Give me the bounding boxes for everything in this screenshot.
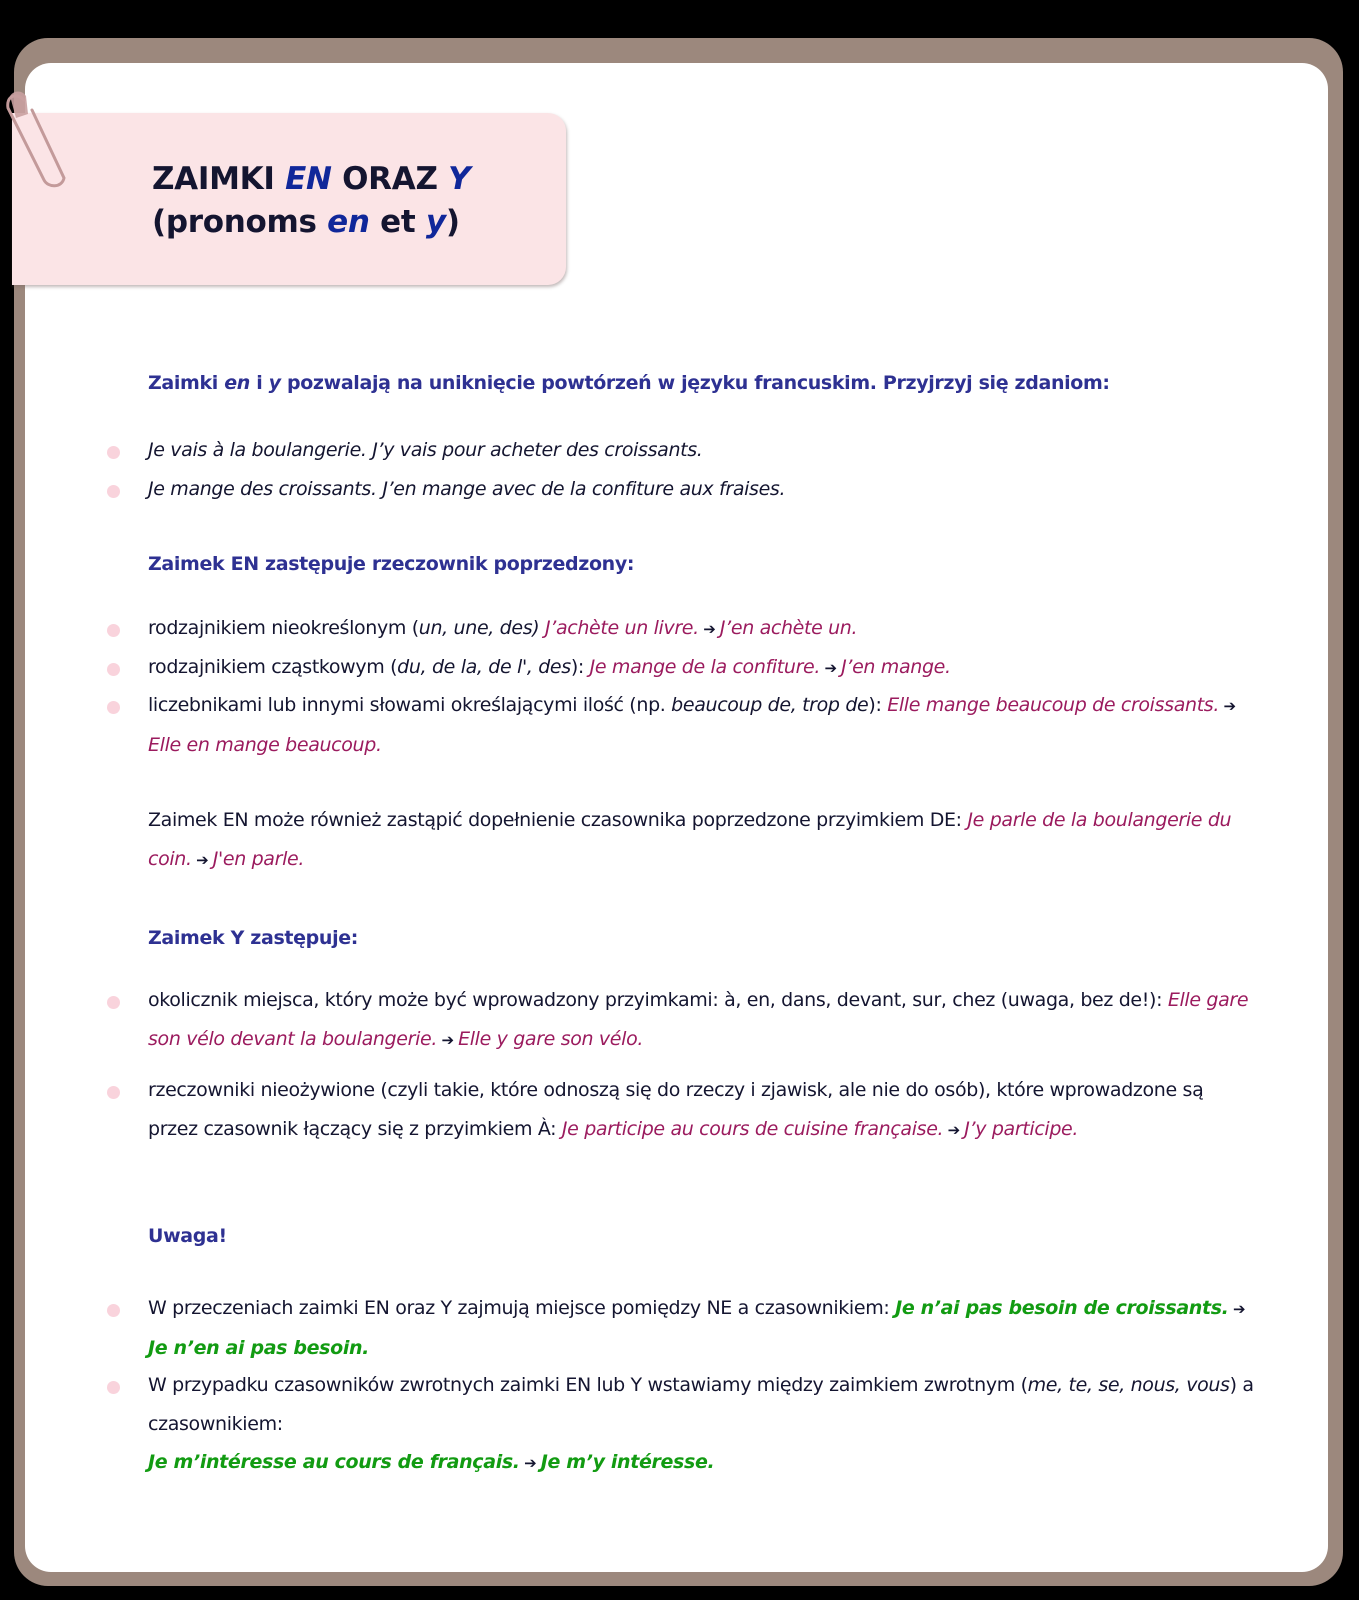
text-run: et: [369, 204, 426, 240]
example-text: J’achète un livre.: [545, 617, 699, 639]
paragraph-text: [148, 470, 1258, 509]
text-run: ):: [868, 694, 888, 716]
text-run: W przeczeniach zaimki EN oraz Y zajmują miejsce pomiędzy NE a czasownikiem:: [148, 1297, 896, 1319]
highlight-text: y: [425, 204, 446, 240]
text-run: ) a czasownikiem:: [148, 1374, 1254, 1435]
italic-text: beaucoup de, trop de: [671, 694, 869, 716]
paragraph-text: [148, 1289, 1258, 1367]
example-text: Elle en mange beaucoup.: [148, 733, 382, 756]
example-text: Elle mange beaucoup de croissants.: [887, 694, 1220, 716]
bullet-icon: [107, 624, 120, 637]
paragraph-text: [148, 609, 1258, 649]
subtitle-line: [152, 201, 470, 244]
text-run: Zaimki: [148, 372, 225, 394]
arrow-icon: ➔: [519, 1454, 541, 1472]
text-run: (pronoms: [152, 204, 328, 240]
example-text: J'en parle.: [212, 847, 305, 870]
example-text: Je mange de la confiture.: [589, 656, 821, 678]
example-text: J’en achète un.: [719, 617, 858, 639]
section-heading: [148, 919, 1258, 958]
section-heading: [148, 1217, 1258, 1256]
paperclip-icon: [4, 88, 74, 192]
text-run: rodzajnikiem nieokreślonym (: [148, 617, 419, 639]
text-run: okolicznik miejsca, który może być wprowadzony przyimkami: à, en, dans, devant, sur, chez (uwaga, bez de!):: [148, 989, 1168, 1011]
paragraph-text: [148, 686, 1258, 764]
paragraph-text: [148, 1217, 1258, 1256]
text-run: Zaimek EN zastępuje rzeczownik poprzedzony:: [148, 553, 635, 575]
example-text: Je n’en ai pas besoin.: [148, 1336, 370, 1359]
bullet-icon: [107, 663, 120, 676]
example-text: Je m’intéresse au cours de français.: [148, 1451, 520, 1473]
text-run: i: [249, 372, 269, 394]
arrow-icon: ➔: [1228, 1300, 1246, 1318]
italic-text: Je mange des croissants. J’en mange avec de la confiture aux fraises.: [148, 478, 786, 500]
arrow-icon: ➔: [698, 620, 720, 638]
bullet-icon: [107, 485, 120, 498]
text-run: ):: [570, 656, 590, 678]
text-run: ORAZ: [331, 161, 449, 197]
italic-text: un, une, des): [418, 617, 540, 639]
highlight-text: EN: [285, 161, 332, 197]
text-run: rzeczowniki nieożywione (czyli takie, które odnoszą się do rzeczy i zjawisk, ale nie do osób), które wprowadzone są przez czasownik łączący się z przyimkiem À:: [148, 1079, 1204, 1140]
list-item: [148, 648, 1258, 688]
example-text: Elle y gare son vélo.: [458, 1027, 644, 1050]
italic-text: en: [224, 372, 250, 394]
paragraph-text: [148, 919, 1258, 958]
bullet-icon: [107, 996, 120, 1009]
bullet-icon: [107, 1304, 120, 1317]
list-item: [148, 1289, 1258, 1367]
paragraph-text: [148, 431, 1258, 470]
title-line: [152, 158, 470, 201]
example-text: J’en mange.: [841, 656, 951, 678]
text-run: ZAIMKI: [152, 161, 286, 197]
text-run: ): [445, 204, 460, 240]
example-text: Je parle de la boulangerie du coin.: [148, 809, 1232, 870]
text-run: Zaimek Y zastępuje:: [148, 927, 359, 949]
bullet-icon: [107, 701, 120, 714]
text-run: W przypadku czasowników zwrotnych zaimki EN lub Y wstawiamy między zaimkiem zwrotnym (: [148, 1374, 1028, 1396]
paragraph-text: [148, 1071, 1258, 1149]
list-item: [148, 1366, 1258, 1483]
paragraph-text: [148, 981, 1258, 1059]
example-text: Je m’y intéresse.: [540, 1451, 715, 1473]
arrow-icon: ➔: [943, 1120, 965, 1139]
example-text: Je participe au cours de cuisine française.: [561, 1117, 944, 1140]
italic-text: me, te, se, nous, vous: [1027, 1374, 1230, 1396]
list-item: [148, 470, 1258, 509]
text-run: liczebnikami lub innymi słowami określającymi ilość (np.: [148, 694, 672, 716]
arrow-icon: ➔: [191, 850, 213, 869]
section-heading: [148, 545, 1258, 584]
text-run: Uwaga!: [148, 1225, 227, 1247]
example-text: Je n’ai pas besoin de croissants.: [895, 1297, 1229, 1319]
arrow-icon: ➔: [1219, 697, 1236, 715]
list-item: [148, 981, 1258, 1059]
text-run: Zaimek EN może również zastąpić dopełnienie czasownika poprzedzone przyimkiem DE:: [148, 809, 968, 831]
highlight-text: en: [327, 204, 370, 240]
example-text: J’y participe.: [964, 1117, 1079, 1140]
bullet-icon: [107, 1086, 120, 1099]
list-item: [148, 431, 1258, 470]
example-text: Elle gare son vélo devant la boulangerie.: [148, 989, 1249, 1050]
arrow-icon: ➔: [820, 659, 842, 677]
italic-text: y: [268, 372, 281, 394]
list-item: [148, 686, 1258, 764]
section-heading: [148, 364, 1258, 403]
text-run: rodzajnikiem cząstkowym (: [148, 656, 398, 678]
italic-text: du, de la, de l', des: [397, 656, 571, 678]
paragraph-text: [148, 801, 1258, 879]
page-title: [152, 158, 470, 244]
paragraph-text: [148, 648, 1258, 688]
list-item: [148, 609, 1258, 649]
list-item: [148, 1071, 1258, 1149]
paragraph-text: [148, 545, 1258, 584]
highlight-text: Y: [448, 161, 471, 197]
text-run: pozwalają na uniknięcie powtórzeń w języku francuskim. Przyjrzyj się zdaniom:: [280, 372, 1110, 394]
arrow-icon: ➔: [437, 1030, 459, 1049]
bullet-icon: [107, 446, 120, 459]
paragraph-text: [148, 1366, 1258, 1483]
paragraph-text: [148, 364, 1258, 403]
bullet-icon: [107, 1381, 120, 1394]
italic-text: Je vais à la boulangerie. J’y vais pour acheter des croissants.: [148, 439, 703, 461]
paragraph: [148, 801, 1258, 879]
